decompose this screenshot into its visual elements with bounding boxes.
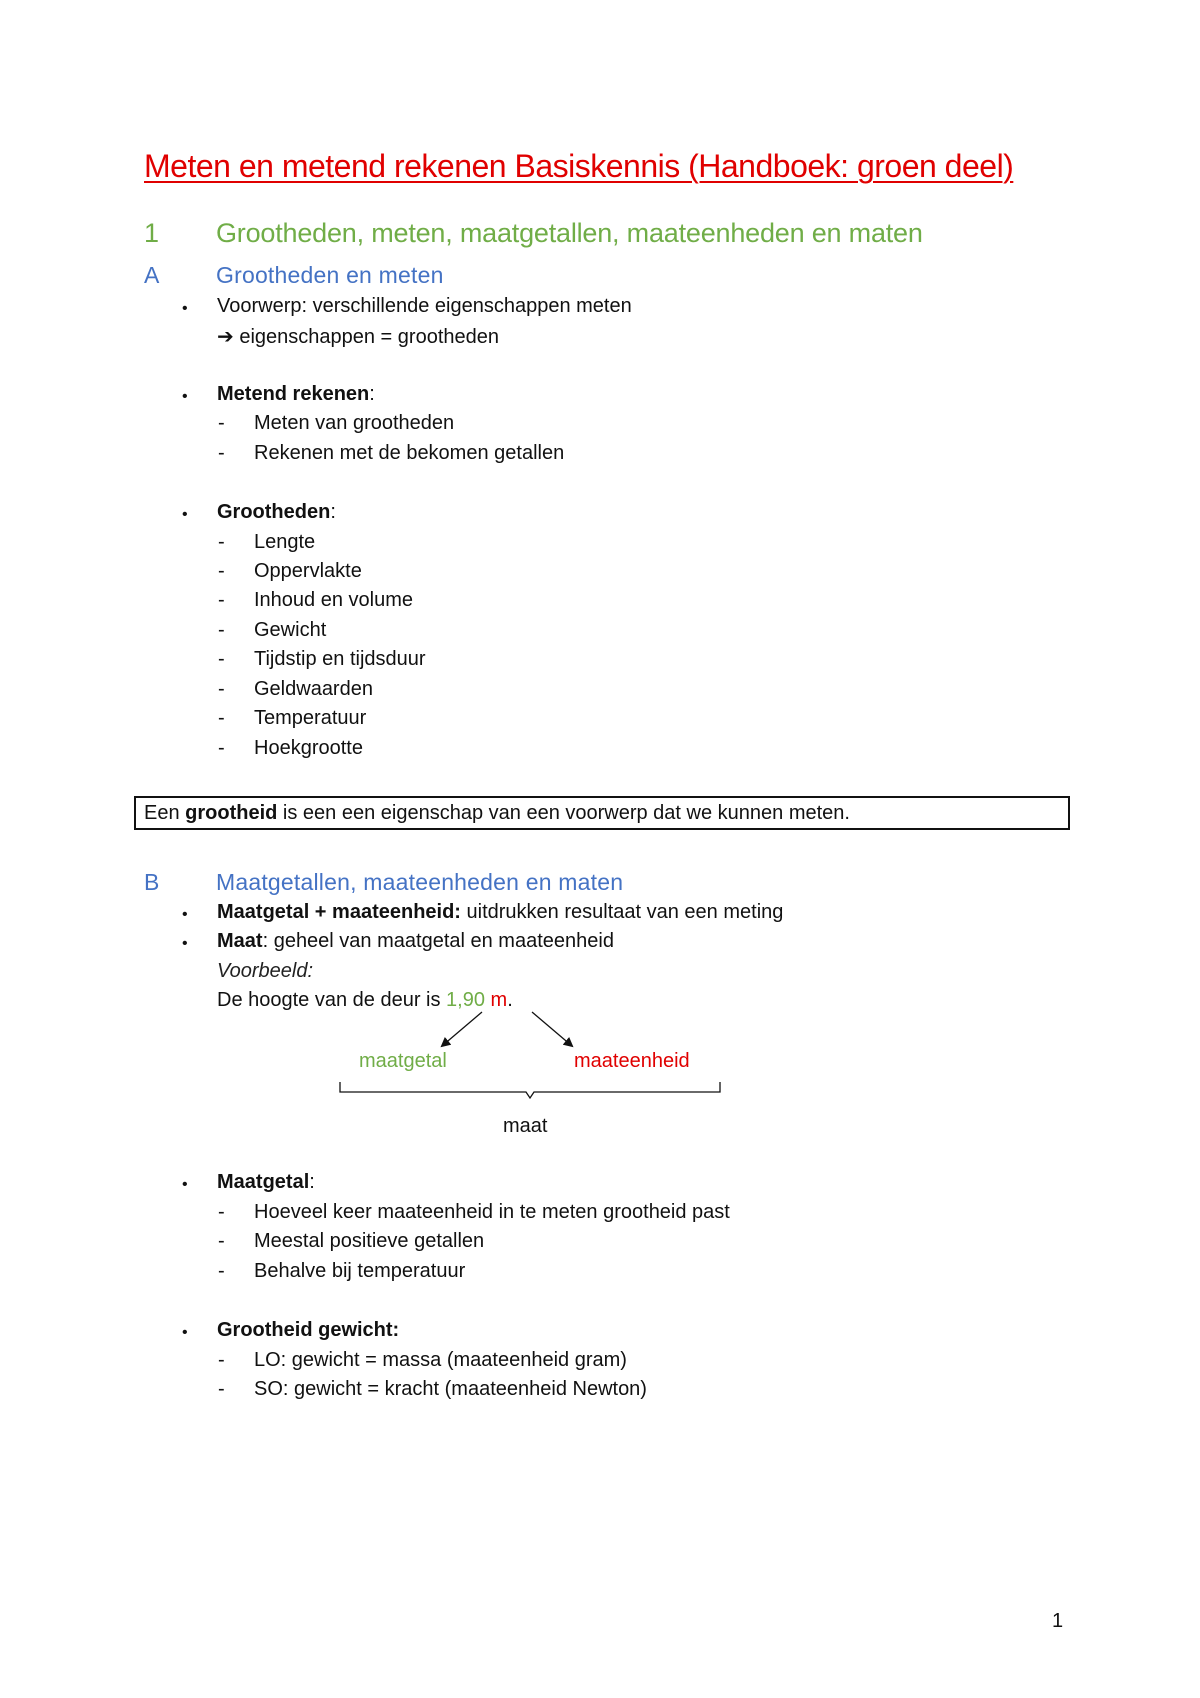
list-item: Temperatuur: [254, 707, 367, 729]
section-a-title: Grootheden en meten: [216, 262, 444, 288]
list-item: Meestal positieve getallen: [254, 1230, 485, 1252]
dash-icon: -: [218, 442, 225, 464]
eigenschappen-text: eigenschappen = grootheden: [239, 326, 499, 348]
colon: :: [309, 1171, 315, 1193]
list-item: Hoeveel keer maateenheid in te meten grootheid past: [254, 1201, 730, 1223]
list-item: Gewicht: [254, 619, 327, 641]
brace-icon: [340, 1082, 720, 1098]
maatgetal-heading: [217, 1171, 315, 1194]
list-item: Hoekgrootte: [254, 737, 363, 759]
gewicht-heading: Grootheid gewicht:: [217, 1319, 400, 1341]
dash-icon: -: [218, 619, 225, 641]
dash-icon: -: [218, 1378, 225, 1400]
section-b-letter: B: [144, 869, 160, 895]
dash-icon: -: [218, 737, 225, 759]
label-maatgetal: maatgetal: [359, 1050, 447, 1072]
definition-pre: Een: [144, 802, 186, 824]
section-a-letter: A: [144, 262, 160, 288]
example-end: .: [507, 989, 513, 1011]
bullet-icon: •: [182, 388, 188, 405]
label-maateenheid: maateenheid: [574, 1050, 690, 1072]
item-text: : geheel van maatgetal en maateenheid: [262, 930, 614, 952]
bullet-icon: •: [182, 935, 188, 952]
dash-icon: -: [218, 589, 225, 611]
dash-icon: -: [218, 648, 225, 670]
section-b-title: Maatgetallen, maateenheden en maten: [216, 869, 624, 895]
dash-icon: -: [218, 531, 225, 553]
arrow-right-icon: ➔: [217, 326, 234, 348]
dash-icon: -: [218, 412, 225, 434]
dash-icon: -: [218, 1201, 225, 1223]
example-unit: m: [490, 989, 508, 1011]
colon: :: [330, 501, 336, 523]
example-number: 1,90: [446, 989, 485, 1011]
dash-icon: -: [218, 678, 225, 700]
bullet-icon: •: [182, 906, 188, 923]
section-1-title: Grootheden, meten, maatgetallen, maateenheden en maten: [216, 218, 923, 248]
page-number: 1: [1052, 1610, 1064, 1632]
grootheden-label: Grootheden: [217, 501, 331, 523]
arrow-to-maatgetal: [442, 1012, 482, 1046]
list-item: Rekenen met de bekomen getallen: [254, 442, 565, 464]
item-text: uitdrukken resultaat van een meting: [460, 901, 784, 923]
label-maat: maat: [503, 1115, 548, 1137]
list-item: Lengte: [254, 531, 316, 553]
voorbeeld-label: Voorbeeld:: [217, 960, 313, 982]
document-title: Meten en metend rekenen Basiskennis (Handboek: groen deel): [144, 148, 1014, 184]
bullet-icon: •: [182, 506, 188, 523]
metend-rekenen-label: Metend rekenen: [217, 383, 370, 405]
dash-icon: -: [218, 707, 225, 729]
list-item: Behalve bij temperatuur: [254, 1260, 466, 1282]
bullet-icon: •: [182, 1176, 188, 1193]
arrow-to-maateenheid: [532, 1012, 572, 1046]
maatgetal-label: Maatgetal: [217, 1171, 310, 1193]
voorwerp-text: Voorwerp: verschillende eigenschappen meten: [217, 295, 632, 317]
section-1-number: 1: [144, 218, 160, 248]
bullet-icon: •: [182, 1324, 188, 1341]
list-item: Geldwaarden: [254, 678, 373, 700]
list-item: Oppervlakte: [254, 560, 362, 582]
dash-icon: -: [218, 560, 225, 582]
definition-post: is een een eigenschap van een voorwerp dat we kunnen meten.: [277, 802, 850, 824]
list-item: SO: gewicht = kracht (maateenheid Newton): [254, 1378, 647, 1400]
colon: :: [369, 383, 375, 405]
list-item: Inhoud en volume: [254, 589, 414, 611]
example-pre: De hoogte van de deur is: [217, 989, 447, 1011]
dash-icon: -: [218, 1230, 225, 1252]
list-item: Tijdstip en tijdsduur: [254, 648, 426, 670]
bullet-icon: •: [182, 300, 188, 317]
list-item: Meten van grootheden: [254, 412, 455, 434]
list-item: LO: gewicht = massa (maateenheid gram): [254, 1349, 627, 1371]
item-bold: Maat: [217, 930, 263, 952]
dash-icon: -: [218, 1349, 225, 1371]
dash-icon: -: [218, 1260, 225, 1282]
definition-term: grootheid: [185, 802, 278, 824]
item-bold: Maatgetal + maateenheid:: [217, 901, 461, 923]
